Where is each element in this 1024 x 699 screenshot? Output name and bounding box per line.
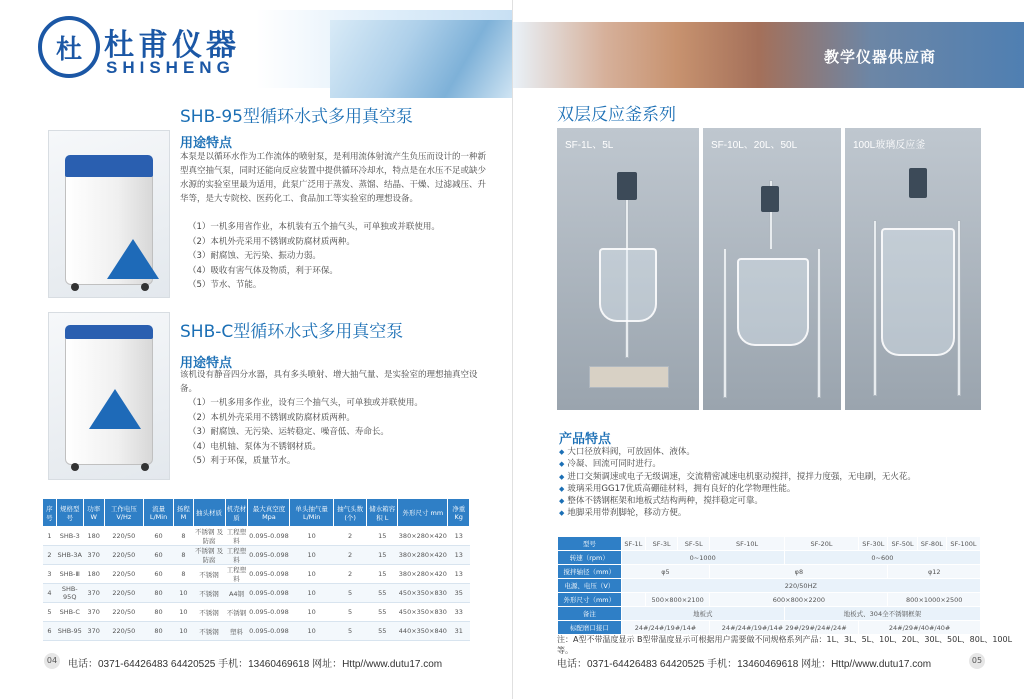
table-cell: 5 [43, 603, 57, 622]
table-cell: 地板式 [621, 607, 784, 621]
pumpc-photo [48, 312, 170, 480]
table-cell: 0~1000 [621, 551, 784, 565]
header-lab-photo [330, 20, 512, 98]
table-header-cell: 储水箱容积 L [367, 499, 398, 527]
table-cell: 80 [143, 584, 173, 603]
table-cell: 380×280×420 [398, 527, 448, 546]
table-cell: 80 [143, 622, 173, 641]
table-cell: 0~600 [784, 551, 980, 565]
list-item: ◆ 地脚采用带刹脚轮，移动方便。 [559, 507, 989, 519]
list-item: ◆ 玻璃采用GG17优质高硼硅材料，拥有良好的化学物理性能。 [559, 483, 989, 495]
table-cell: 0.095-0.098 [248, 622, 290, 641]
list-item: （5）节水、节能。 [188, 280, 262, 291]
reactor-features-title: 产品特点 [559, 432, 612, 447]
table-cell: 备注 [558, 607, 622, 621]
left-header-banner [0, 10, 512, 88]
table-header-cell: 规格型号 [56, 499, 83, 527]
table-cell: 地板式、304全不锈钢框架 [784, 607, 980, 621]
table-cell: 0.095-0.098 [248, 603, 290, 622]
list-item: （5）利于环保，质量节水。 [188, 456, 296, 467]
right-header-banner [513, 22, 1024, 88]
table-cell: 2 [333, 565, 366, 584]
table-cell: 不锈钢 [193, 603, 225, 622]
table-header-cell: SF-50L [888, 537, 917, 551]
list-item: （4）吸收有害气体及物质，利于环保。 [188, 265, 338, 276]
table-cell: 8 [174, 565, 193, 584]
table-cell: 10 [290, 565, 334, 584]
table-cell: 24#/24#/19#/14# [621, 621, 710, 635]
table-cell: 不锈钢 及防腐 [195, 528, 224, 545]
table-cell: 60 [143, 546, 173, 565]
table-row [558, 565, 981, 579]
table-header-cell: 功率 W [83, 499, 104, 527]
table-header-cell: SF-100L [946, 537, 980, 551]
table-cell: 13 [448, 527, 470, 546]
table-cell: 10 [290, 546, 334, 565]
table-cell: 370 [83, 584, 104, 603]
table-cell: 10 [290, 622, 334, 641]
pumpc-feature-list [188, 396, 488, 469]
table-cell: 工程塑料 [226, 566, 247, 583]
left-footer-contact: 电话：0371-64426483 64420525 手机：13460469618 网址：Http//www.dutu17.com [68, 659, 443, 670]
table-cell: 180 [83, 527, 104, 546]
reactor-table-note: 注：A型不带温度显示 B型带温度显示可根据用户需要做不同规格系列产品：1L、3L、5L、10L、20L、30L、50L、80L、100L等。 [557, 635, 1013, 655]
table-cell: SHB-95Q [56, 584, 83, 603]
table-header-row [558, 537, 981, 551]
table-header-cell: 最大真空度 Mpa [248, 499, 290, 527]
table-cell: 2 [333, 546, 366, 565]
table-cell: 55 [367, 622, 398, 641]
table-header-cell: 流量 L/Min [143, 499, 173, 527]
table-row [43, 527, 470, 546]
table-cell: SHB-3 [56, 527, 83, 546]
table-header-cell: 序号 [43, 499, 57, 527]
table-cell: 10 [174, 603, 193, 622]
table-cell: 380×280×420 [398, 565, 448, 584]
table-header-cell: SF-3L [646, 537, 678, 551]
table-cell: φ8 [710, 565, 888, 579]
reactor-photo-large [845, 128, 981, 410]
photo-label: SF-10L、20L、50L [711, 140, 798, 151]
table-header-cell: 外形尺寸 mm [398, 499, 448, 527]
table-cell: 工程塑料 [226, 528, 247, 545]
table-cell: 不锈钢 [225, 603, 248, 622]
table-header-row [43, 499, 470, 527]
right-footer-contact: 电话：0371-64426483 64420525 手机：13460469618 网址：Http//www.dutu17.com [557, 659, 932, 670]
reactor-photo-medium [703, 128, 841, 410]
photo-label: SF-1L、5L [565, 140, 614, 151]
table-cell: 5 [333, 603, 366, 622]
table-cell: 13 [448, 565, 470, 584]
table-cell: 440×350×840 [398, 622, 448, 641]
table-cell: 220/50 [104, 603, 143, 622]
table-header-cell: 型号 [558, 537, 622, 551]
table-cell: 55 [367, 603, 398, 622]
table-cell: 工程塑料 [226, 547, 247, 564]
table-cell: 10 [290, 527, 334, 546]
list-item: （1）一机多用多作业，设有三个抽气头，可单独或并联使用。 [188, 398, 423, 408]
table-header-cell: 单头抽气量 L/Min [290, 499, 334, 527]
table-cell: A4钢 [225, 584, 248, 603]
table-cell: 8 [174, 527, 193, 546]
reactor-spec-table [557, 536, 981, 635]
table-cell: 380×280×420 [398, 546, 448, 565]
table-cell: 4 [43, 584, 57, 603]
table-cell: 220/50HZ [621, 579, 980, 593]
table-cell: 0.095-0.098 [248, 546, 290, 565]
table-cell: 不锈钢 及防腐 [195, 547, 224, 564]
table-header-cell: SF-30L [859, 537, 888, 551]
table-cell: SHB-95 [56, 622, 83, 641]
table-cell: 220/50 [104, 546, 143, 565]
pump95-photo [48, 130, 170, 298]
list-item: （2）本机外壳采用不锈钢或防腐材质两种。 [188, 412, 355, 423]
table-cell: SHB-Ⅲ [56, 565, 83, 584]
pumpc-subtitle: 用途特点 [180, 356, 233, 371]
table-cell: 外形尺寸（mm） [558, 593, 622, 607]
table-header-cell: 扬程 M [174, 499, 193, 527]
table-cell: 搅拌轴径（mm） [558, 565, 622, 579]
table-header-cell: 工作电压 V/Hz [104, 499, 143, 527]
pump-spec-table [42, 498, 470, 641]
table-cell: 180 [83, 565, 104, 584]
table-cell: 2 [333, 527, 366, 546]
table-row [43, 546, 470, 565]
table-cell: 13 [448, 546, 470, 565]
table-cell: 450×350×830 [398, 603, 448, 622]
list-item: ◆ 冷凝、回流可同时进行。 [559, 458, 989, 470]
table-cell: 0.095-0.098 [248, 584, 290, 603]
table-header-cell: SF-10L [710, 537, 784, 551]
brand-logo: 杜 [38, 16, 100, 78]
table-cell: 60 [143, 565, 173, 584]
table-cell: 60 [143, 527, 173, 546]
table-row [43, 584, 470, 603]
table-cell: 2 [43, 546, 57, 565]
table-cell: 24#/24#/19#/14# 29#/29#/24#/24# [710, 621, 859, 635]
table-header-cell: 机壳材质 [225, 499, 248, 527]
table-header-cell: SF-5L [678, 537, 710, 551]
table-header-cell: 抽头材质 [193, 499, 225, 527]
table-cell: 3 [43, 565, 57, 584]
table-row [43, 603, 470, 622]
table-cell: 450×350×830 [398, 584, 448, 603]
pump95-title: SHB-95型循环水式多用真空泵 [180, 107, 414, 127]
table-row [558, 593, 981, 607]
table-cell: 800×1000×2500 [888, 593, 981, 607]
table-cell: 标配磨口接口 [558, 621, 622, 635]
list-item: （1）一机多用省作业，本机装有五个抽气头，可单独或并联使用。 [188, 222, 440, 232]
table-header-cell: SF-80L [917, 537, 946, 551]
table-row [558, 607, 981, 621]
table-cell: 6 [43, 622, 57, 641]
table-cell: 转速（rpm） [558, 551, 622, 565]
table-cell: 370 [83, 603, 104, 622]
table-header-cell: 抽气头数 (个) [333, 499, 366, 527]
list-item: （3）耐腐蚀、无污染、振动力弱。 [188, 251, 321, 262]
table-row [43, 565, 470, 584]
table-row [558, 579, 981, 593]
table-cell: φ12 [888, 565, 981, 579]
brand-tagline: 教学仪器供应商 [823, 48, 936, 66]
table-cell: SHB-C [56, 603, 83, 622]
table-cell: 220/50 [104, 584, 143, 603]
table-cell: 8 [174, 546, 193, 565]
pump95-feature-list [188, 220, 488, 293]
table-cell: φ5 [621, 565, 710, 579]
list-item: （2）本机外壳采用不锈钢或防腐材质两种。 [188, 236, 355, 247]
pump95-description: 本泵是以循环水作为工作流体的喷射泵，是利用流体射流产生负压而设计的一种新型真空抽气泵，同时还能向反应装置中提供循环冷却水，特点是在水压不足或缺少水源的实验室里最为适用，此泵广泛用于蒸发、蒸馏、结晶、干燥、过滤减压、升华等，是大专院校、医药化工、食品加工等实验室的理想设备。 [180, 152, 487, 204]
table-cell: 220/50 [104, 527, 143, 546]
reactor-feature-list [559, 446, 989, 520]
table-header-cell: SF-1L [621, 537, 645, 551]
table-cell: 5 [333, 584, 366, 603]
list-item: （4）电机轴、泵体为不锈钢材质。 [188, 441, 321, 452]
table-cell: 370 [83, 622, 104, 641]
table-cell: 55 [367, 584, 398, 603]
pumpc-description: 该机设有静音四分水器，具有多头喷射、增大抽气量、是实验室的理想抽真空设备。 [180, 370, 478, 394]
table-cell: 电源、电压（V） [558, 579, 622, 593]
table-cell: 10 [290, 584, 334, 603]
table-cell: 塑料 [225, 622, 248, 641]
table-cell: 80 [143, 603, 173, 622]
table-cell: 0.095-0.098 [248, 527, 290, 546]
table-cell: 15 [367, 527, 398, 546]
table-cell: 220/50 [104, 622, 143, 641]
list-item: （3）耐腐蚀、无污染、运转稳定、噪音低、寿命长。 [188, 427, 389, 438]
pump95-subtitle: 用途特点 [180, 136, 233, 151]
table-cell: 10 [174, 622, 193, 641]
page-number: 04 [44, 653, 60, 669]
table-cell: 24#/29#/40#/40# [859, 621, 981, 635]
table-row [558, 551, 981, 565]
table-header-cell: 净重 Kg [448, 499, 470, 527]
photo-label: 100L玻璃反应釜 [853, 140, 926, 151]
table-cell: 600×800×2200 [710, 593, 888, 607]
table-cell: 33 [448, 603, 470, 622]
table-cell: 10 [290, 603, 334, 622]
list-item: ◆ 整体不锈钢框架和地板式结构两种，搅拌稳定可靠。 [559, 495, 989, 507]
reactor-photo-small [557, 128, 699, 410]
table-cell: 15 [367, 546, 398, 565]
table-cell: 0.095-0.098 [248, 565, 290, 584]
right-page [512, 0, 1024, 699]
table-row [558, 621, 981, 635]
table-cell: 不锈钢 [193, 584, 225, 603]
table-row [43, 622, 470, 641]
table-cell: 220/50 [104, 565, 143, 584]
brand-name-en: SHISHENG [106, 58, 235, 77]
reactor-title: 双层反应釜系列 [557, 105, 676, 125]
list-item: ◆ 大口径放料阀，可放固体、液体。 [559, 446, 989, 458]
table-cell: 10 [174, 584, 193, 603]
table-cell: SHB-3A [56, 546, 83, 565]
table-cell: 1 [43, 527, 57, 546]
brand-name-cn: 杜甫仪器 [104, 28, 240, 63]
table-cell [621, 593, 645, 607]
table-header-cell: SF-20L [784, 537, 858, 551]
table-cell: 15 [367, 565, 398, 584]
table-cell: 不锈钢 [193, 622, 225, 641]
page-number: 05 [969, 653, 985, 669]
pumpc-title: SHB-C型循环水式多用真空泵 [180, 322, 404, 342]
table-cell: 35 [448, 584, 470, 603]
table-cell: 500×800×2100 [646, 593, 710, 607]
list-item: ◆ 进口交频调速或电子无级调速，交流精密减速电机驱动搅拌，搅拌力度强，无电刷，无火花。 [559, 471, 989, 483]
table-cell: 370 [83, 546, 104, 565]
table-cell: 不锈钢 [193, 565, 225, 584]
table-cell: 31 [448, 622, 470, 641]
table-cell: 5 [333, 622, 366, 641]
